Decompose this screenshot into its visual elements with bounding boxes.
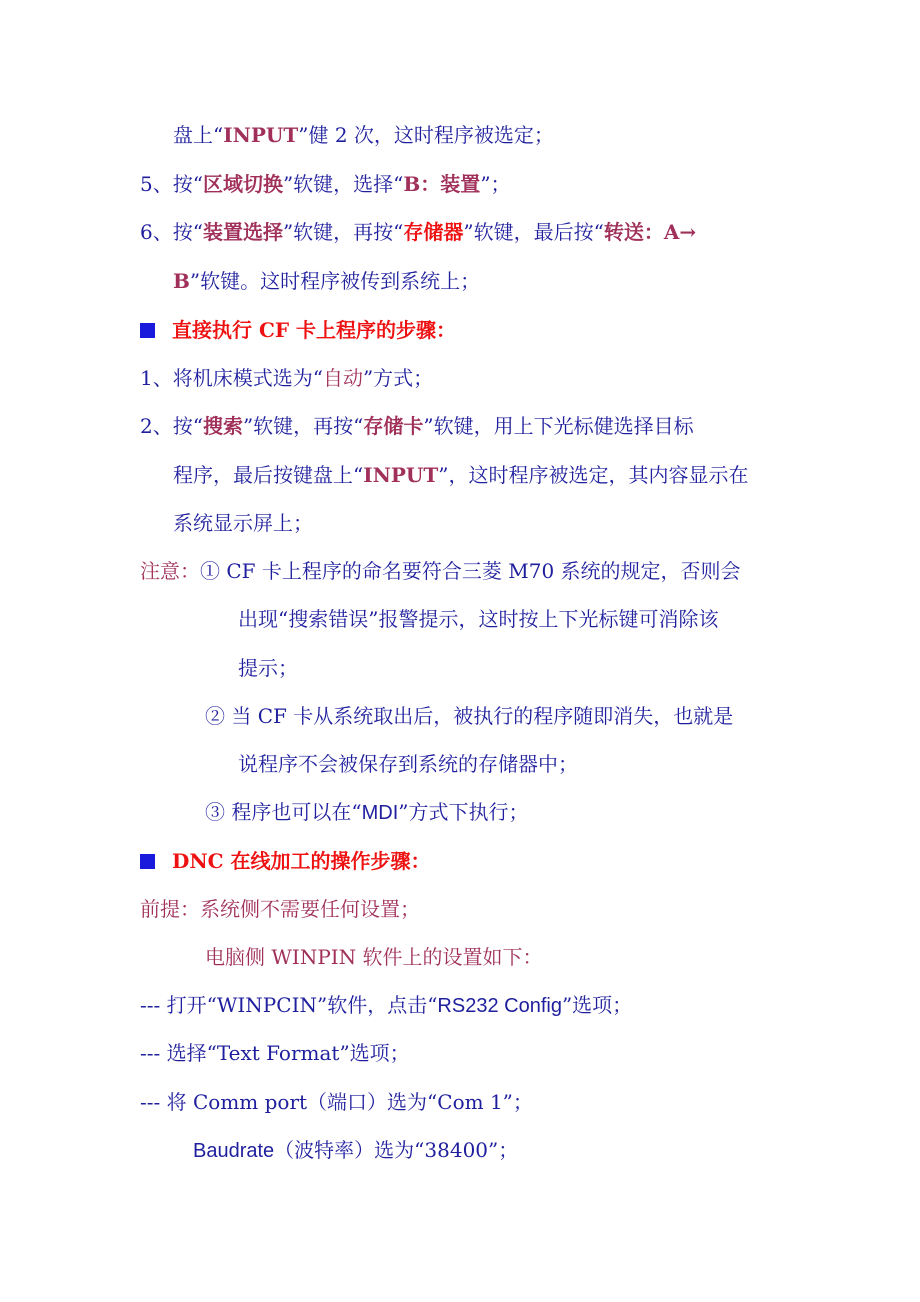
text: MDI xyxy=(361,802,399,824)
text: --- 将 Comm port（端口）选为“Com 1”； xyxy=(140,1090,533,1114)
premise-line-2 xyxy=(205,944,543,970)
text: ”选项； xyxy=(561,993,633,1017)
keyword-input: INPUT xyxy=(363,463,439,487)
cf-step-2 xyxy=(140,413,694,439)
keyword: 装置选择 xyxy=(202,220,283,244)
text: 2、按“ xyxy=(140,414,203,438)
para-line-1 xyxy=(173,122,554,148)
keyword-input: INPUT xyxy=(223,123,299,147)
dnc-step-format xyxy=(140,1040,410,1066)
keyword: 存储卡 xyxy=(363,414,424,438)
step-6 xyxy=(140,219,696,245)
note-2-cont xyxy=(238,751,578,777)
note-2 xyxy=(205,703,733,729)
text: 说程序不会被保存到系统的存储器中； xyxy=(238,752,578,776)
text: RS232 Config xyxy=(437,995,562,1017)
keyword: 区域切换 xyxy=(202,172,283,196)
text: ”方式下执行； xyxy=(398,800,529,824)
keyword-red: 存储器 xyxy=(403,220,464,244)
keyword: 转送：A→ xyxy=(603,220,697,244)
section-heading-cf-card xyxy=(140,317,456,343)
note-1 xyxy=(140,558,741,584)
text: 程序，最后按键盘上“ xyxy=(173,463,364,487)
premise-line xyxy=(140,896,420,922)
text: （波特率）选为“38400”； xyxy=(274,1138,519,1162)
text: 1、将机床模式选为“ xyxy=(140,366,323,390)
note-3 xyxy=(205,799,529,825)
note-1-cont xyxy=(238,606,718,632)
text: 电脑侧 WINPIN 软件上的设置如下： xyxy=(205,945,543,969)
cf-step-2-cont xyxy=(173,462,748,488)
text: ”，这时程序被选定，其内容显示在 xyxy=(438,463,749,487)
text: 盘上“ xyxy=(173,123,224,147)
keyword: 自动 xyxy=(322,366,363,390)
text: ”健 2 次，这时程序被选定； xyxy=(298,123,554,147)
square-bullet-icon xyxy=(140,854,155,869)
text: ”软键，最后按“ xyxy=(463,220,604,244)
keyword: 搜索 xyxy=(202,414,243,438)
step-5 xyxy=(140,171,511,197)
section-heading-dnc xyxy=(140,848,431,874)
square-bullet-icon xyxy=(140,323,155,338)
text: 5、按“ xyxy=(140,172,203,196)
text: ”软键。这时程序被传到系统上； xyxy=(189,269,481,293)
dnc-step-baud xyxy=(193,1137,518,1163)
text: 出现“搜索错误”报警提示，这时按上下光标键可消除该 xyxy=(238,607,719,631)
text: --- 选择“Text Format”选项； xyxy=(140,1041,410,1065)
heading-text: DNC 在线加工的操作步骤： xyxy=(172,849,431,873)
heading-text: 直接执行 CF 卡上程序的步骤： xyxy=(172,318,457,342)
text: ”软键，再按“ xyxy=(282,220,404,244)
text: 系统显示屏上； xyxy=(173,511,313,535)
text: ② 当 CF 卡从系统取出后，被执行的程序随即消失，也就是 xyxy=(205,704,734,728)
note-label: 注意： xyxy=(140,559,200,583)
step-6-cont xyxy=(173,268,480,294)
cf-step-1 xyxy=(140,365,433,391)
dnc-step-open xyxy=(140,992,632,1018)
keyword: B：装置 xyxy=(403,172,481,196)
dnc-step-port xyxy=(140,1089,533,1115)
text: 提示； xyxy=(238,656,298,680)
keyword: B xyxy=(173,269,190,293)
text: ”软键，用上下光标健选择目标 xyxy=(423,414,694,438)
text: ① CF 卡上程序的命名要符合三菱 M70 系统的规定，否则会 xyxy=(200,559,741,583)
note-1-cont2 xyxy=(238,655,298,681)
text: ”软键，选择“ xyxy=(282,172,404,196)
text: ”方式； xyxy=(362,366,434,390)
text: ③ 程序也可以在“ xyxy=(205,800,362,824)
cf-step-2-cont2 xyxy=(173,510,313,536)
text: ”； xyxy=(480,172,511,196)
text: Baudrate xyxy=(193,1140,275,1162)
text: --- 打开“WINPCIN”软件，点击“ xyxy=(140,993,438,1017)
text: 6、按“ xyxy=(140,220,203,244)
text: ”软键，再按“ xyxy=(242,414,364,438)
text: 前提：系统侧不需要任何设置； xyxy=(140,897,420,921)
